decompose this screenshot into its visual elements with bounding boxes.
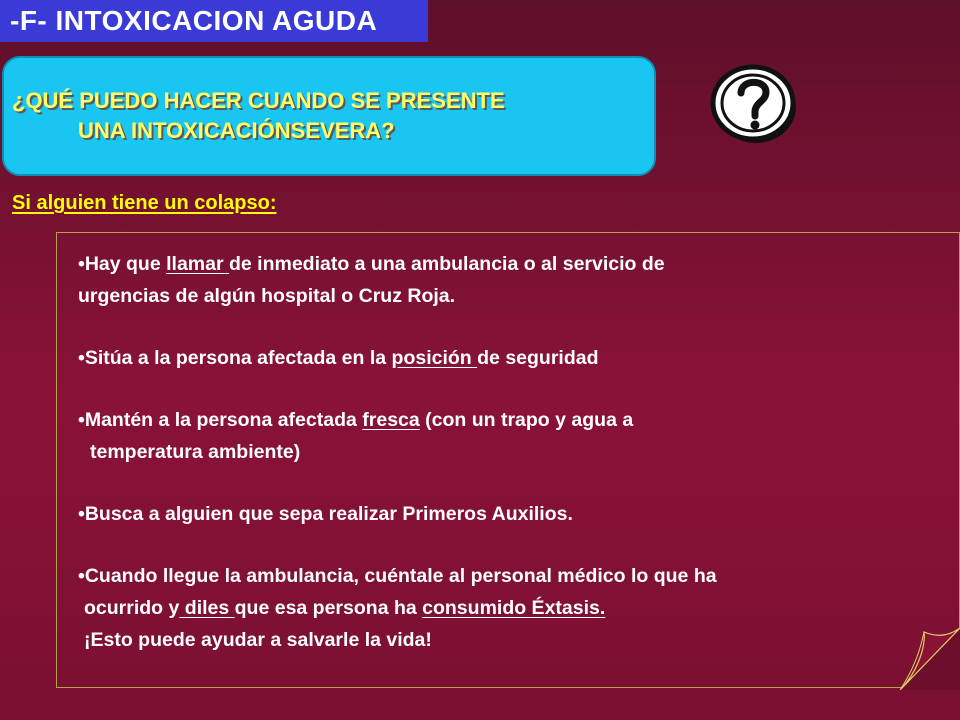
underlined-text: consumido Éxtasis.: [422, 597, 606, 619]
item-text: temperatura ambiente): [90, 441, 301, 463]
item-text: Busca a alguien que sepa realizar Primeros Auxilios.: [84, 503, 573, 525]
underlined-text: diles: [179, 597, 235, 619]
item-text: Sitúa a la persona afectada en la: [84, 347, 392, 369]
item-text: Cuando llegue la ambulancia, cuéntale al personal médico lo que ha: [84, 565, 717, 587]
question-line-1: ¿QUÉ PUEDO HACER CUANDO SE PRESENTE: [12, 88, 505, 113]
list-item: [78, 560, 960, 656]
page-curl-icon: [900, 628, 960, 690]
list-item: [78, 248, 960, 312]
item-text: (con un trapo y agua a: [419, 409, 634, 431]
list-item: [78, 342, 960, 374]
question-line-2: UNA INTOXICACIÓNSEVERA?: [78, 118, 395, 143]
item-text: de inmediato a una ambulancia o al servicio de: [228, 253, 665, 275]
item-text: de seguridad: [477, 347, 599, 369]
subheading: Si alguien tiene un colapso:: [12, 192, 277, 214]
slide-title: -F- INTOXICACION AGUDA: [0, 0, 428, 42]
item-text: Hay que: [84, 253, 167, 275]
list-item: [78, 404, 960, 468]
bullet: •: [78, 347, 85, 369]
bullet: •: [78, 409, 85, 431]
underlined-text: posición: [391, 347, 478, 369]
question-box: [2, 56, 656, 176]
bullet: •: [78, 565, 85, 587]
item-text: Mantén a la persona afectada: [84, 409, 363, 431]
item-text: que esa persona ha: [234, 597, 423, 619]
item-text: urgencias de algún hospital o Cruz Roja.: [78, 285, 456, 307]
bullet: •: [78, 253, 85, 275]
item-text: ocurrido y: [84, 597, 180, 619]
bullet: •: [78, 503, 85, 525]
list-item: [78, 498, 960, 530]
underlined-text: fresca: [362, 409, 420, 431]
underlined-text: llamar: [166, 253, 229, 275]
instructions-list: [78, 248, 960, 656]
item-text: ¡Esto puede ayudar a salvarle la vida!: [84, 629, 432, 651]
question-mark-icon: [708, 62, 800, 146]
